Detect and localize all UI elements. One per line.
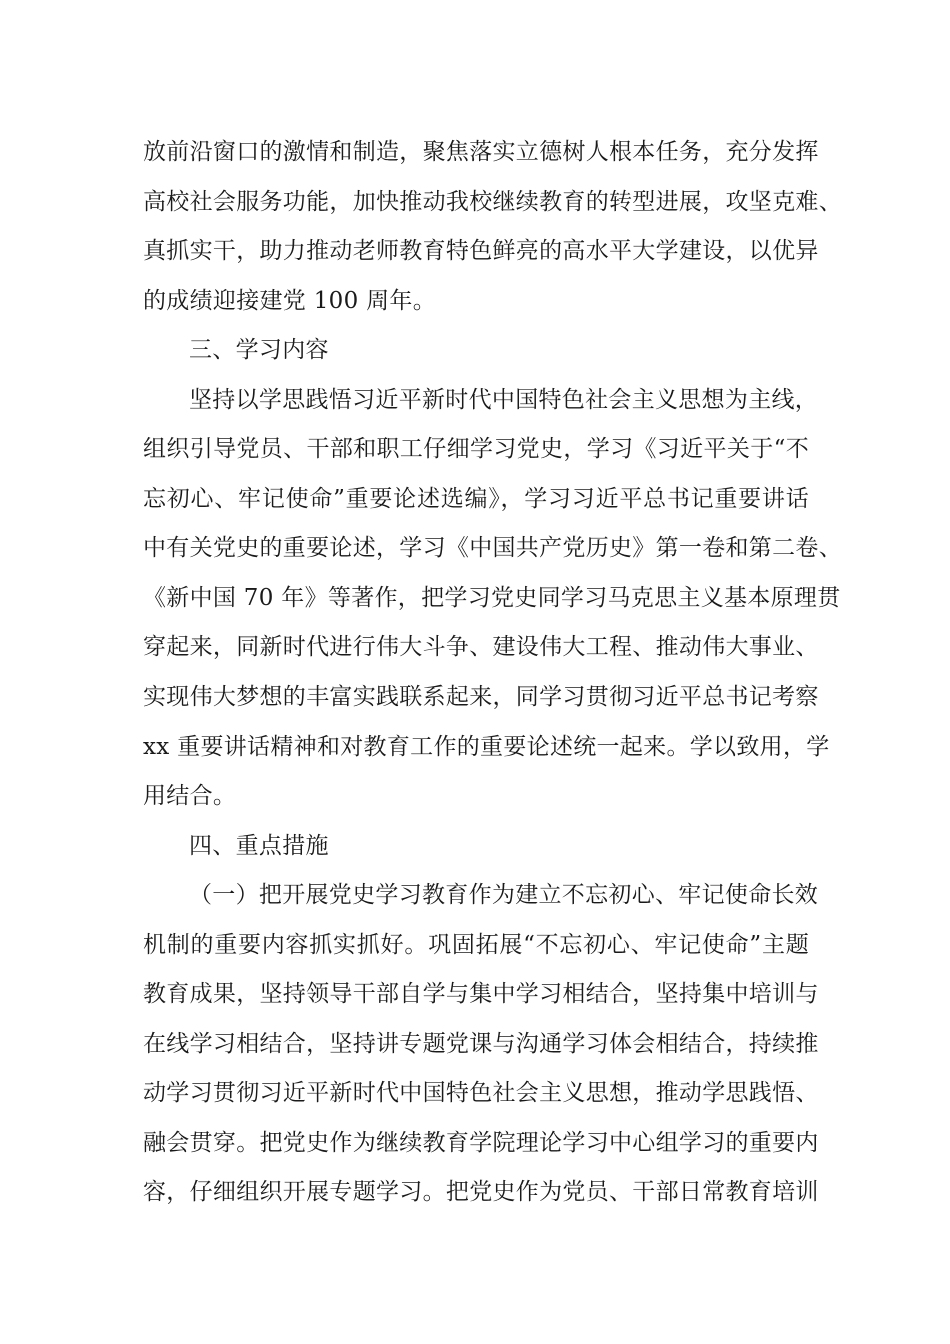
paragraph-line: 教育成果，坚持领导干部自学与集中学习相结合，坚持集中培训与 (143, 981, 819, 1008)
paragraph-line: 用结合。 (143, 783, 237, 810)
paragraph-line: 动学习贯彻习近平新时代中国特色社会主义思想，推动学思践悟、 (143, 1080, 819, 1107)
paragraph-line: 真抓实干，助力推动老师教育特色鲜亮的高水平大学建设，以优异 (143, 238, 819, 265)
paragraph-line: 机制的重要内容抓实抓好。巩固拓展“不忘初心、牢记使命”主题 (143, 931, 809, 958)
paragraph-line: 实现伟大梦想的丰富实践联系起来，同学习贯彻习近平总书记考察 (143, 684, 819, 711)
section-heading: 三、学习内容 (189, 337, 329, 364)
paragraph-line: 组织引导党员、干部和职工仔细学习党史，学习《习近平关于“不 (143, 436, 809, 463)
paragraph-line: 放前沿窗口的激情和制造，聚焦落实立德树人根本任务，充分发挥 (143, 139, 819, 165)
paragraph-line: 的成绩迎接建党 100 周年。 (143, 287, 437, 314)
paragraph-line: 容，仔细组织开展专题学习。把党史作为党员、干部日常教育培训 (143, 1179, 819, 1206)
paragraph-line: 中有关党史的重要论述，学习《中国共产党历史》第一卷和第二卷、 (143, 535, 842, 562)
paragraph-line: （一）把开展党史学习教育作为建立不忘初心、牢记使命长效 (189, 882, 819, 909)
paragraph-line: 高校社会服务功能，加快推动我校继续教育的转型进展，攻坚克难、 (143, 188, 842, 215)
paragraph-line: xx 重要讲话精神和对教育工作的重要论述统一起来。学以致用，学 (143, 733, 830, 760)
paragraph-line: 融会贯穿。把党史作为继续教育学院理论学习中心组学习的重要内 (143, 1129, 819, 1156)
section-heading: 四、重点措施 (189, 832, 329, 859)
paragraph-line: 在线学习相结合，坚持讲专题党课与沟通学习体会相结合，持续推 (143, 1030, 819, 1057)
document-body (143, 128, 842, 1218)
paragraph-line: 坚持以学思践悟习近平新时代中国特色社会主义思想为主线， (189, 386, 819, 413)
paragraph-line: 忘初心、牢记使命”重要论述选编》，学习习近平总书记重要讲话 (143, 485, 809, 512)
paragraph-line: 《新中国 70 年》等著作，把学习党史同学习马克思主义基本原理贯 (143, 584, 841, 611)
paragraph-line: 穿起来，同新时代进行伟大斗争、建设伟大工程、推动伟大事业、 (143, 634, 819, 661)
